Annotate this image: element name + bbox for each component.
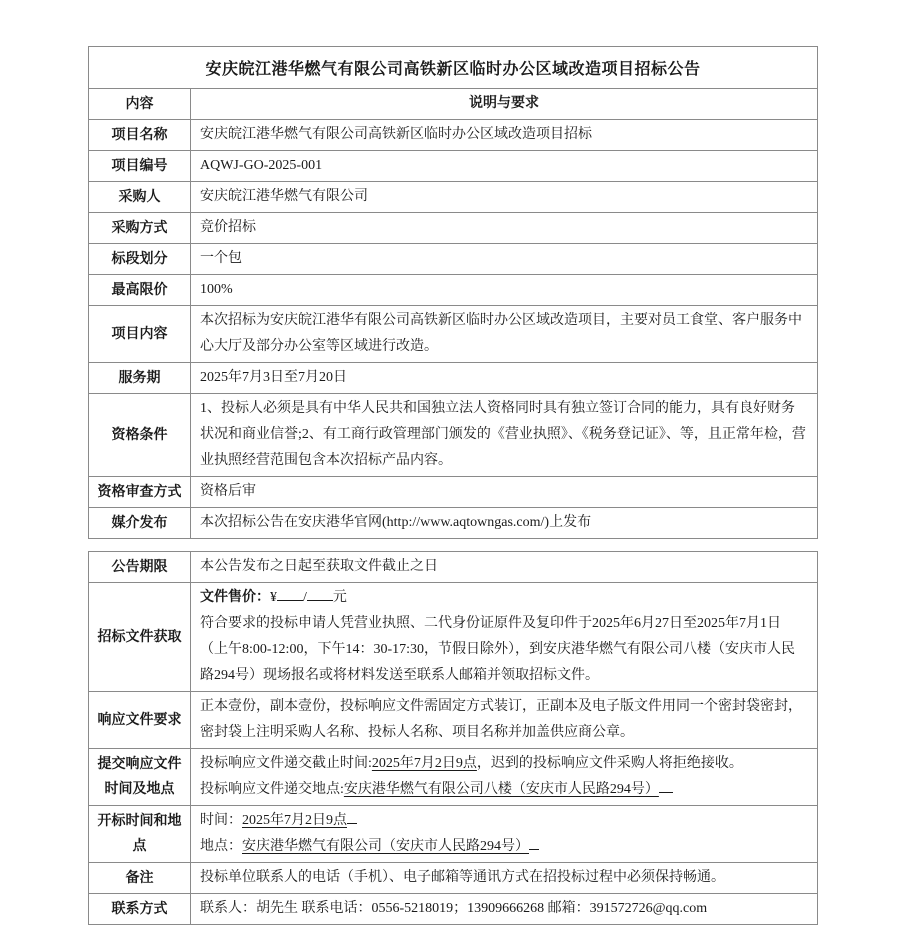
table-row-submit-time-place (89, 748, 817, 805)
table-row-lot-division (89, 243, 817, 274)
row-label: 项目编号 (89, 151, 191, 181)
row-label: 最高限价 (89, 275, 191, 305)
opening-place-prefix: 地点： (200, 839, 242, 854)
row-label: 公告期限 (89, 552, 191, 582)
table-row-max-price (89, 274, 817, 305)
opening-content (200, 808, 808, 860)
row-value-text: 本次招标为安庆皖江港华有限公司高铁新区临时办公区域改造项目，主要对员工食堂、客户服务中心大厅及部分办公室等区域进行改造。 (200, 313, 802, 354)
file-price-line (200, 590, 347, 605)
submit-place-value: 安庆港华燃气有限公司八楼（安庆市人民路294号） (343, 782, 659, 797)
announcement-table (88, 46, 818, 539)
table-row-announce-period (89, 552, 817, 582)
row-value: AQWJ-GO-2025-001 (200, 158, 323, 173)
doc-obtain-detail: 符合要求的投标申请人凭营业执照、二代身份证原件及复印件于2025年6月27日至2025年7月1日（上午8:00-12:00，下午14：30-17:30，节假日除外），到安庆港华燃气有限公司八楼（安庆市人民路294号）现场报名或将材料发送至联系人邮箱并领取招标文件。 (200, 616, 795, 683)
row-value: 安庆皖江港华燃气有限公司高铁新区临时办公区域改造项目招标 (200, 127, 592, 142)
row-label: 项目名称 (89, 120, 191, 150)
submit-content (200, 751, 808, 803)
table-row-project-content (89, 305, 817, 362)
row-value: 联系人：胡先生 联系电话：0556-5218019；13909666268 邮箱：391572726@qq.com (200, 901, 708, 916)
row-value: 资格后审 (200, 484, 256, 499)
table-row-project-name (89, 119, 817, 150)
row-label: 联系方式 (89, 894, 191, 924)
row-label: 采购方式 (89, 213, 191, 243)
table-row-remark (89, 862, 817, 893)
row-value: 本次招标公告在安庆港华官网(http://www.aqtowngas.com/)上发布 (200, 515, 592, 530)
row-label: 开标时间和地点 (89, 806, 191, 862)
row-label: 备注 (89, 863, 191, 893)
row-label: 标段划分 (89, 244, 191, 274)
file-price-label: 文件售价： (200, 590, 270, 605)
table-row-response-requirement (89, 691, 817, 748)
row-label: 提交响应文件时间及地点 (89, 749, 191, 805)
row-label: 资格审查方式 (89, 477, 191, 507)
row-value-text: 正本壹份，副本壹份，投标响应文件需固定方式装订，正副本及电子版文件用同一个密封袋密封，密封袋上注明采购人名称、投标人名称、项目名称并加盖供应商公章。 (200, 699, 802, 740)
row-label: 媒介发布 (89, 508, 191, 538)
opening-place-value: 安庆港华燃气有限公司（安庆市人民路294号） (242, 839, 529, 854)
doc-obtain-content (200, 585, 808, 689)
row-value: 一个包 (200, 251, 242, 266)
row-value (191, 583, 817, 691)
tender-announcement-document (88, 46, 818, 925)
row-label: 采购人 (89, 182, 191, 212)
table-header-row (89, 88, 817, 119)
row-label: 服务期 (89, 363, 191, 393)
row-value (191, 306, 817, 362)
price-unit: 元 (332, 590, 347, 605)
row-label: 资格条件 (89, 394, 191, 476)
row-label: 响应文件要求 (89, 692, 191, 748)
header-requirement-label: 说明与要求 (469, 96, 539, 111)
table-row-purchaser (89, 181, 817, 212)
row-value: 本公告发布之日起至获取文件截止之日 (200, 559, 438, 574)
trailing-underline (659, 777, 673, 793)
row-value-text: 1、投标人必须是具有中华人民共和国独立法人资格同时具有独立签订合同的能力，具有良好财务状况和商业信誉;2、有工商行政管理部门颁发的《营业执照》、《税务登记证》、等，且正常年检，营业执照经营范围包含本次招标产品内容。 (200, 401, 806, 468)
row-label: 招标文件获取 (89, 583, 191, 691)
row-value: 2025年7月3日至7月20日 (200, 370, 347, 385)
currency-symbol: ¥ (270, 590, 277, 605)
price-slash: / (303, 590, 307, 605)
opening-time-value: 2025年7月2日9点 (242, 813, 347, 828)
table-row-contact (89, 893, 817, 924)
row-value: 安庆皖江港华燃气有限公司 (200, 189, 368, 204)
table-row-project-number (89, 150, 817, 181)
header-content-label: 内容 (89, 89, 191, 119)
row-value: 投标单位联系人的电话（手机）、电子邮箱等通讯方式在招投标过程中必须保持畅通。 (200, 870, 725, 885)
submit-deadline-prefix: 投标响应文件递交截止时间: (200, 756, 372, 771)
row-label: 项目内容 (89, 306, 191, 362)
table-row-doc-obtain (89, 582, 817, 691)
title-row (89, 47, 817, 88)
row-value (191, 806, 817, 862)
submit-place-prefix: 投标响应文件递交地点: (200, 782, 344, 797)
submit-deadline-value: 2025年7月2日9点 (371, 756, 477, 771)
opening-time-prefix: 时间： (200, 813, 242, 828)
page-title: 安庆皖江港华燃气有限公司高铁新区临时办公区域改造项目招标公告 (205, 61, 701, 78)
table-row-service-period (89, 362, 817, 393)
row-value (191, 692, 817, 748)
row-value (191, 749, 817, 805)
table-row-qualification (89, 393, 817, 476)
table-row-qualification-review (89, 476, 817, 507)
row-value (191, 394, 817, 476)
price-blank-underline (277, 585, 303, 601)
price-blank-underline (307, 585, 333, 601)
table-row-opening-time-place (89, 805, 817, 862)
trailing-underline (529, 834, 539, 850)
row-value: 100% (200, 282, 233, 297)
procedure-table (88, 551, 818, 925)
row-value: 竞价招标 (200, 220, 256, 235)
submit-deadline-suffix: ，迟到的投标响应文件采购人将拒绝接收。 (476, 756, 743, 771)
table-row-media-publish (89, 507, 817, 538)
table-row-purchase-method (89, 212, 817, 243)
trailing-underline (347, 808, 357, 824)
